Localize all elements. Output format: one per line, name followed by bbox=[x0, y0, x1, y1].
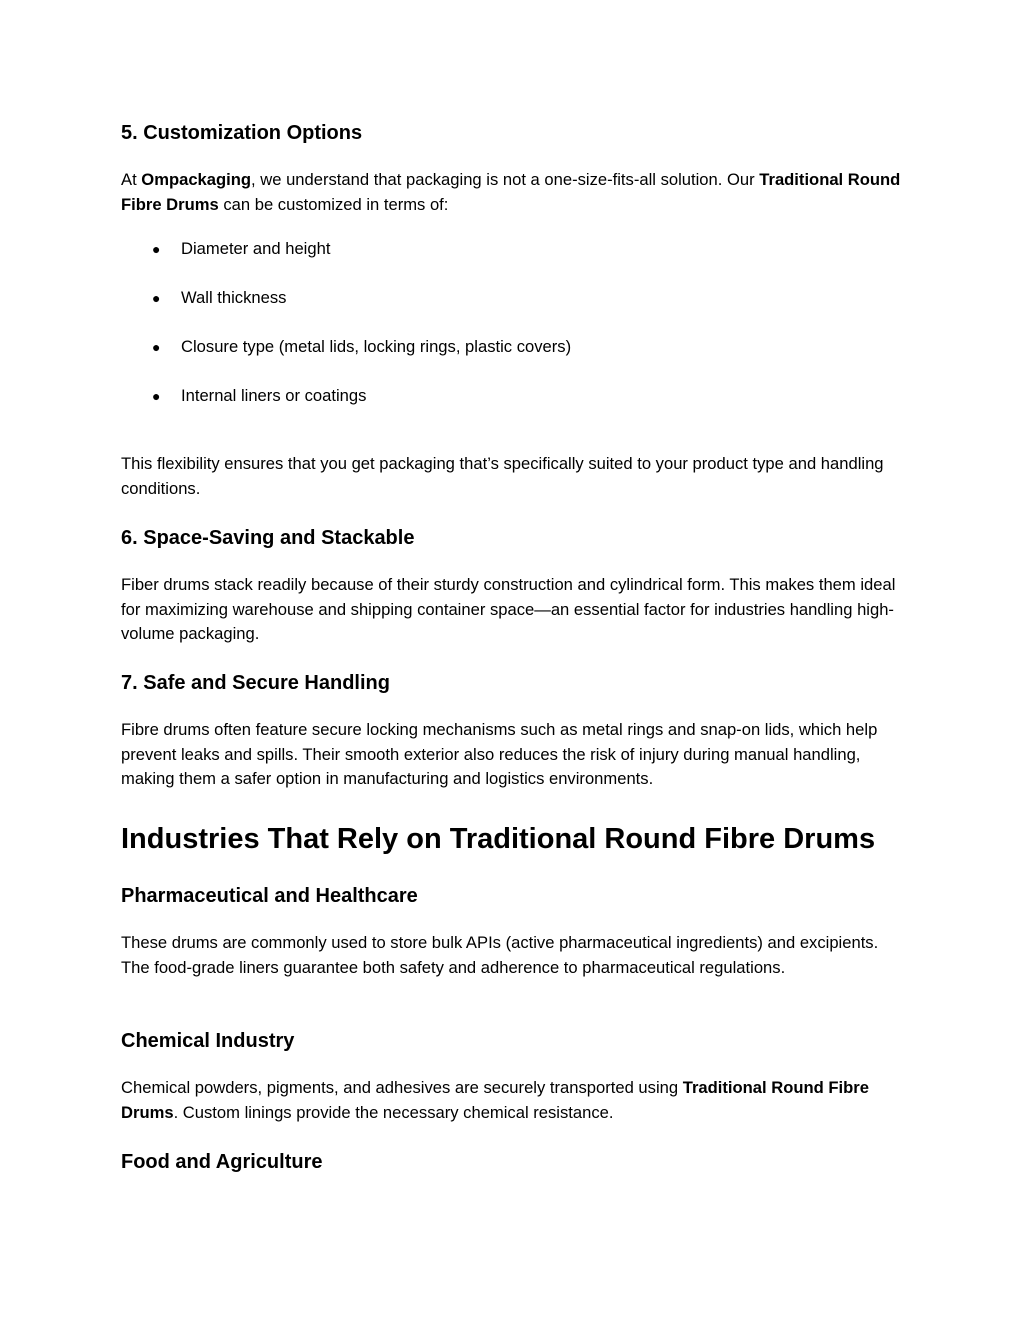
industries-heading: Industries That Rely on Traditional Round Fibre Drums bbox=[121, 823, 876, 855]
intro-text-2: , we understand that packaging is not a one-size-fits-all solution. Our bbox=[251, 170, 760, 189]
bullet-icon: ● bbox=[152, 388, 161, 404]
section-6-body: Fiber drums stack readily because of their sturdy construction and cylindrical form. This makes them ideal for maximizing warehouse and shipping container space—an essential factor for industries handling high-volume packaging. bbox=[121, 575, 896, 643]
section-6-heading: 6. Space-Saving and Stackable bbox=[121, 527, 415, 549]
section-5-intro bbox=[121, 168, 911, 217]
product-name: Traditional Round Fibre Drums bbox=[121, 170, 901, 214]
bullet-text: Internal liners or coatings bbox=[181, 386, 367, 405]
section-7-body: Fibre drums often feature secure locking mechanisms such as metal rings and snap-on lids, which help prevent leaks and spills. Their smooth exterior also reduces the risk of injury during manual handling, making them a safer option in manufacturing and logistics environments. bbox=[121, 720, 878, 788]
section-5-closing: This flexibility ensures that you get packaging that’s specifically suited to your product type and handling conditions. bbox=[121, 454, 884, 498]
food-heading: Food and Agriculture bbox=[121, 1151, 323, 1173]
intro-text-3: can be customized in terms of: bbox=[218, 194, 449, 214]
product-name: Traditional Round Fibre Drums bbox=[121, 1078, 869, 1122]
bullet-text: Closure type (metal lids, locking rings, plastic covers) bbox=[181, 337, 572, 356]
chemical-text-1: Chemical powders, pigments, and adhesives are securely transported using bbox=[121, 1078, 683, 1097]
chemical-text-2: . Custom linings provide the necessary chemical resistance. bbox=[173, 1102, 614, 1122]
chemical-heading: Chemical Industry bbox=[121, 1030, 295, 1052]
section-5-heading: 5. Customization Options bbox=[121, 122, 363, 144]
bullet-icon: ● bbox=[152, 241, 161, 257]
bullet-text: Diameter and height bbox=[181, 239, 331, 258]
bullet-text: Wall thickness bbox=[181, 288, 287, 307]
section-7-heading: 7. Safe and Secure Handling bbox=[121, 672, 390, 694]
bullet-icon: ● bbox=[152, 290, 161, 306]
intro-text-1: At bbox=[121, 170, 142, 189]
brand-name: Ompackaging bbox=[141, 170, 252, 189]
bullet-icon: ● bbox=[152, 339, 161, 355]
pharma-body: These drums are commonly used to store bulk APIs (active pharmaceutical ingredients) and excipients. The food-grade liners guarantee both safety and adherence to pharmaceutical regulations. bbox=[121, 933, 879, 977]
pharma-heading: Pharmaceutical and Healthcare bbox=[121, 885, 418, 907]
chemical-body bbox=[121, 1076, 911, 1125]
